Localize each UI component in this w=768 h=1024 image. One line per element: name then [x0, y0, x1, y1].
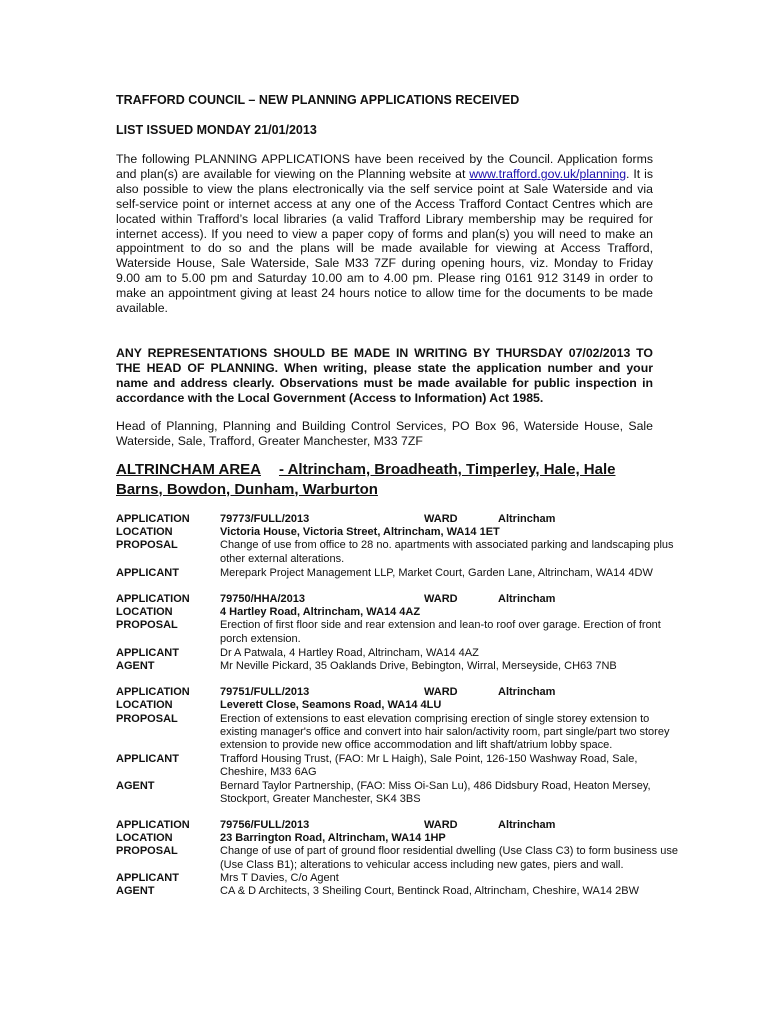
list-issued-date: LIST ISSUED MONDAY 21/01/2013 — [116, 123, 317, 137]
application-reference: 79756/FULL/2013 — [220, 819, 310, 832]
location-value: 4 Hartley Road, Altrincham, WA14 4AZ — [220, 606, 421, 619]
ward-label: WARD — [424, 819, 458, 832]
application-reference: 79751/FULL/2013 — [220, 686, 310, 699]
application-row — [116, 513, 681, 526]
application-entry — [116, 513, 681, 580]
applicant-label: APPLICANT — [116, 753, 179, 766]
agent-row — [116, 660, 681, 673]
location-row — [116, 526, 681, 539]
proposal-row — [116, 845, 681, 871]
intro-text-end: . It is also possible to view the plans electronically via the self service point at Sale Waterside and via self-service point or internet access at any one of the Access Trafford Contact Centres which are located within Trafford’s local libraries (a valid Trafford Library membership may be required for internet access). If you need to view a paper copy of forms and plan(s) you will need to make an appointment to do so and the plans will be made available for viewing at Access Trafford, Waterside House, Sale Waterside, Sale M33 7ZF during opening hours, viz. Monday to Friday 9.00 am to 5.00 pm and Saturday 10.00 am to 4.00 pm. Please ring 0161 912 3149 in order to make an appointment giving at least 24 hours notice to allow time for the documents to be made available. — [116, 166, 653, 316]
representations-notice: ANY REPRESENTATIONS SHOULD BE MADE IN WRITING BY THURSDAY 07/02/2013 TO THE HEAD OF PLANNING. When writing, please state the application number and your name and address clearly. Observations must be made available for public inspection in accordance with the Local Government (Access to Information) Act 1985. — [116, 346, 653, 405]
intro-paragraph — [116, 152, 653, 316]
agent-value: Bernard Taylor Partnership, (FAO: Miss Oi-San Lu), 486 Didsbury Road, Heaton Mersey, Stockport, Greater Manchester, SK4 3BS — [220, 779, 651, 805]
proposal-row — [116, 539, 681, 565]
applicant-row — [116, 753, 681, 779]
location-label: LOCATION — [116, 606, 173, 619]
applicant-label: APPLICANT — [116, 646, 179, 659]
application-label: APPLICATION — [116, 819, 190, 832]
application-label: APPLICATION — [116, 593, 190, 606]
location-row — [116, 606, 681, 619]
area-heading — [116, 460, 656, 499]
proposal-value: Change of use of part of ground floor residential dwelling (Use Class C3) to form business use (Use Class B1); alterations to vehicular access including new gates, piers and wall. — [220, 845, 678, 871]
ward-value: Altrincham — [498, 686, 556, 699]
proposal-label: PROPOSAL — [116, 845, 178, 858]
agent-label: AGENT — [116, 660, 155, 673]
location-value: 23 Barrington Road, Altrincham, WA14 1HP — [220, 832, 446, 845]
proposal-label: PROPOSAL — [116, 539, 178, 552]
application-entry — [116, 819, 681, 898]
location-label: LOCATION — [116, 526, 173, 539]
location-row — [116, 832, 681, 845]
application-row — [116, 686, 681, 699]
area-name: ALTRINCHAM AREA — [116, 461, 261, 478]
ward-value: Altrincham — [498, 513, 556, 525]
application-entry — [116, 593, 681, 673]
location-row — [116, 699, 681, 712]
ward-label: WARD — [424, 686, 458, 699]
applicant-value: Merepark Project Management LLP, Market Court, Garden Lane, Altrincham, WA14 4DW — [220, 566, 653, 579]
proposal-value: Change of use from office to 28 no. apartments with associated parking and landscaping plus other external alterations. — [220, 539, 674, 565]
area-places: - Altrincham, Broadheath, Timperley, Hale, Hale Barns, Bowdon, Dunham, Warburton — [116, 461, 616, 498]
agent-label: AGENT — [116, 779, 155, 792]
application-label: APPLICATION — [116, 513, 190, 525]
proposal-label: PROPOSAL — [116, 619, 178, 632]
location-label: LOCATION — [116, 832, 173, 845]
ward-label: WARD — [424, 513, 458, 525]
applications-list — [116, 513, 681, 911]
agent-value: Mr Neville Pickard, 35 Oaklands Drive, Bebington, Wirral, Merseyside, CH63 7NB — [220, 660, 617, 673]
application-entry — [116, 686, 681, 806]
applicant-value: Dr A Patwala, 4 Hartley Road, Altrincham, WA14 4AZ — [220, 646, 479, 659]
proposal-value: Erection of first floor side and rear extension and lean-to roof over garage. Erection of front porch extension. — [220, 619, 661, 645]
application-label: APPLICATION — [116, 686, 190, 699]
planning-website-link[interactable]: www.trafford.gov.uk/planning — [469, 166, 627, 181]
agent-value: CA & D Architects, 3 Sheiling Court, Bentinck Road, Altrincham, Cheshire, WA14 2BW — [220, 885, 639, 898]
application-reference: 79750/HHA/2013 — [220, 593, 306, 606]
applicant-row — [116, 567, 681, 580]
application-row — [116, 593, 681, 606]
proposal-row — [116, 713, 681, 753]
location-label: LOCATION — [116, 699, 173, 712]
applicant-value: Mrs T Davies, C/o Agent — [220, 871, 339, 884]
intro-text-start: The following PLANNING APPLICATIONS have been received by the Council. Application forms and plan(s) are available for viewing on the Planning website at — [116, 152, 653, 181]
applicant-label: APPLICANT — [116, 871, 179, 884]
applicant-row — [116, 872, 681, 885]
location-value: Leverett Close, Seamons Road, WA14 4LU — [220, 699, 442, 712]
proposal-value: Erection of extensions to east elevation comprising erection of single storey extension to existing manager's office and convert into hair salon/activity room, part single/part two storey extension to provide new office accommodation and lift shaft/atrium lobby space. — [220, 712, 670, 752]
agent-row — [116, 885, 681, 898]
applicant-label: APPLICANT — [116, 566, 179, 579]
application-reference: 79773/FULL/2013 — [220, 513, 310, 525]
ward-label: WARD — [424, 593, 458, 606]
application-row — [116, 819, 681, 832]
applicant-row — [116, 647, 681, 660]
proposal-label: PROPOSAL — [116, 712, 178, 725]
document-heading: TRAFFORD COUNCIL – NEW PLANNING APPLICATIONS RECEIVED — [116, 93, 520, 107]
proposal-row — [116, 619, 681, 645]
agent-label: AGENT — [116, 885, 155, 898]
planning-address: Head of Planning, Planning and Building Control Services, PO Box 96, Waterside House, Sale Waterside, Sale, Trafford, Greater Manchester, M33 7ZF — [116, 419, 653, 448]
location-value: Victoria House, Victoria Street, Altrincham, WA14 1ET — [220, 526, 500, 539]
applicant-value: Trafford Housing Trust, (FAO: Mr L Haigh), Sale Point, 126-150 Washway Road, Sale, Cheshire, M33 6AG — [220, 753, 638, 779]
ward-value: Altrincham — [498, 819, 556, 832]
agent-row — [116, 780, 681, 806]
ward-value: Altrincham — [498, 593, 556, 606]
